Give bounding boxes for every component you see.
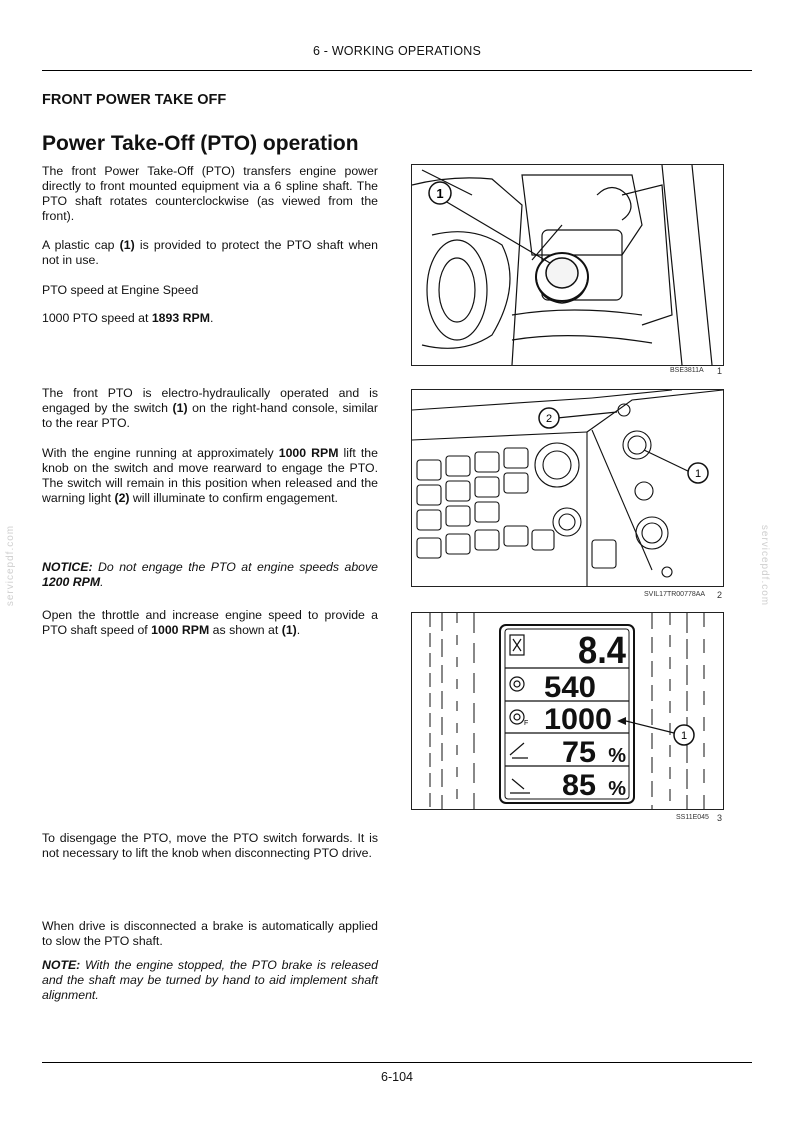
- figure-3-code: SS11E045: [676, 814, 709, 821]
- callout-2: 2: [545, 413, 553, 425]
- display-illustration: [412, 613, 723, 809]
- display-unit-2: %: [608, 778, 626, 800]
- figure-console-switch: [411, 389, 724, 587]
- header-rule: [42, 70, 752, 71]
- figure-2-code: SVIL17TR00778AA: [644, 591, 706, 598]
- callout-1: 1: [694, 468, 702, 480]
- display-value-2: 540: [544, 671, 596, 704]
- note-brake: NOTE: With the engine stopped, the PTO brake is released and the shaft may be turned by hand to aid implement shaft alignment.: [42, 958, 378, 1002]
- display-value-5: 85: [562, 769, 596, 802]
- pto-shaft-illustration: [412, 165, 723, 365]
- figure-pto-display: [411, 612, 724, 810]
- paragraph-throttle: Open the throttle and increase engine speed to provide a PTO shaft speed of 1000 RPM as shown at (1).: [42, 608, 378, 637]
- console-illustration: [412, 390, 723, 586]
- display-sub-label: F: [524, 720, 529, 727]
- chapter-header: 6 - WORKING OPERATIONS: [312, 44, 482, 58]
- figure-1-code: BSE3811A: [670, 367, 704, 374]
- figure-2-number: 2: [717, 590, 723, 600]
- paragraph-brake: When drive is disconnected a brake is automatically applied to slow the PTO shaft.: [42, 919, 378, 948]
- display-value-1: 8.4: [578, 630, 626, 672]
- paragraph-engage-procedure: With the engine running at approximately 1000 RPM lift the knob on the switch and move rearward to engage the PTO. The switch will remain in this position when released and the warning light (2) will illuminate to confirm engagement.: [42, 446, 378, 505]
- section-title: FRONT POWER TAKE OFF: [42, 92, 227, 108]
- notice-speed: NOTICE: Do not engage the PTO at engine speeds above 1200 RPM.: [42, 560, 378, 589]
- pto-cap-shape: [536, 253, 588, 303]
- figure-3-number: 3: [717, 813, 723, 823]
- display-value-3: 1000: [544, 703, 612, 736]
- display-value-4: 75: [562, 736, 596, 769]
- figure-pto-shaft: [411, 164, 724, 366]
- page-title: Power Take-Off (PTO) operation: [42, 132, 359, 155]
- footer-rule: [42, 1062, 752, 1063]
- paragraph-speed-heading: PTO speed at Engine Speed: [42, 283, 199, 297]
- paragraph-engagement: The front PTO is electro-hydraulically operated and is engaged by the switch (1) on the right-hand console, similar to the rear PTO.: [42, 386, 378, 430]
- display-unit-1: %: [608, 745, 626, 767]
- paragraph-cap: A plastic cap (1) is provided to protect the PTO shaft when not in use.: [42, 238, 378, 267]
- watermark-right: servicepdf.com: [759, 524, 771, 607]
- paragraph-speed: 1000 PTO speed at 1893 RPM.: [42, 311, 214, 325]
- paragraph-intro: The front Power Take-Off (PTO) transfers engine power directly to front mounted equipment via a 6 spline shaft. The PTO shaft rotates counterclockwise (as viewed from the front).: [42, 164, 378, 223]
- paragraph-disengage: To disengage the PTO, move the PTO switch forwards. It is not necessary to lift the knob when disconnecting PTO drive.: [42, 831, 378, 860]
- callout-1: 1: [436, 186, 444, 201]
- figure-1-number: 1: [717, 366, 723, 376]
- callout-1: 1: [680, 730, 688, 742]
- page-number: 6-104: [381, 1070, 413, 1084]
- watermark-left: servicepdf.com: [5, 524, 17, 607]
